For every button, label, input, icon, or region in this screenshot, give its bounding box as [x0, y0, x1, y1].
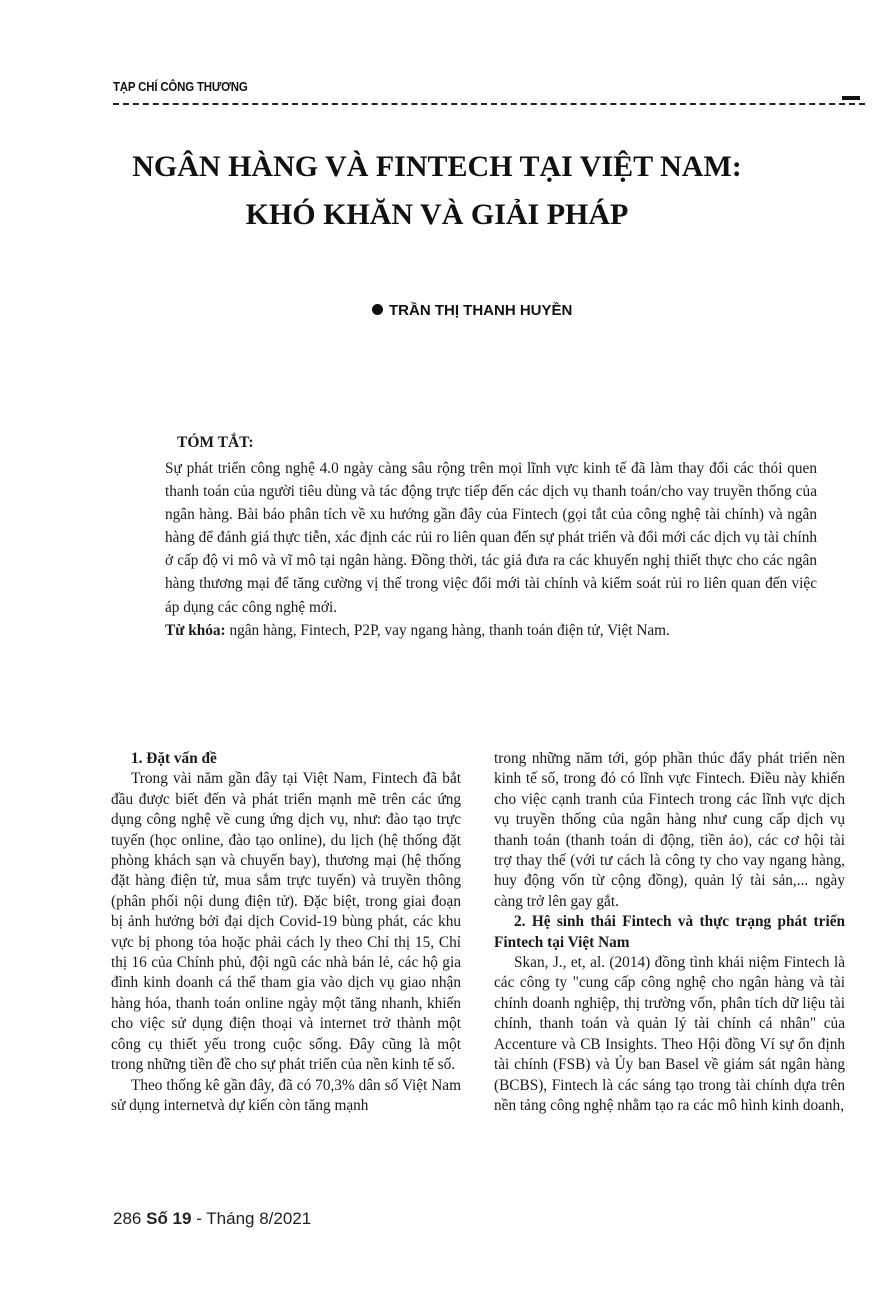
- keywords: [165, 619, 817, 642]
- keywords-text: ngân hàng, Fintech, P2P, vay ngang hàng, thanh toán điện tử, Việt Nam.: [225, 621, 670, 639]
- left-column: [111, 749, 461, 1116]
- abstract-body: Sự phát triển công nghệ 4.0 ngày càng sâu rộng trên mọi lĩnh vực kinh tế đã làm thay đổi các thói quen thanh toán của người tiêu dùng và tác động trực tiếp đến các dịch vụ thanh toán/cho vay truyền thống của ngân hàng. Bài báo phân tích về xu hướng gần đây của Fintech (gọi tắt của công nghệ tài chính) và ngân hàng để đánh giá thực tiễn, xác định các rủi ro liên quan đến sự phát triển và đổi mới các dịch vụ tài chính ở cấp độ vi mô và vĩ mô tại ngân hàng. Đồng thời, tác giả đưa ra các khuyến nghị thiết thực cho các ngân hàng thương mại để tăng cường vị thế trong việc đổi mới tài chính và kiểm soát rủi ro liên quan đến việc áp dụng các công nghệ mới.: [165, 460, 817, 616]
- keywords-label: Từ khóa:: [165, 621, 226, 639]
- section-1-paragraph-2: Theo thống kê gần đây, đã có 70,3% dân số Việt Nam sử dụng internetvà dự kiến còn tăng mạnh: [111, 1076, 461, 1114]
- section-2-title: 2. Hệ sinh thái Fintech và thực trạng phát triển Fintech tại Việt Nam: [494, 913, 845, 951]
- article-title-line2: KHÓ KHĂN VÀ GIẢI PHÁP: [245, 198, 629, 231]
- section-1-paragraph-2-continued: trong những năm tới, góp phần thúc đẩy phát triển nền kinh tế số, trong đó có lĩnh vực Fintech. Điều này khiến cho việc cạnh tranh của Fintech trong các lĩnh vực dịch vụ truyền thống của ngân hàng như cung cấp dịch vụ thanh toán (thanh toán di động, tiền ảo), các cơ hội tài trợ thay thế (với tư cách là công ty cho vay ngang hàng, huy động vốn từ cộng đồng), quản lý tài sản,... ngày càng trở lên gay gắt.: [494, 750, 845, 910]
- section-1-title: 1. Đặt vấn đề: [131, 750, 217, 767]
- article-title-line1: NGÂN HÀNG VÀ FINTECH TẠI VIỆT NAM:: [132, 150, 742, 183]
- author-byline: [372, 302, 572, 319]
- journal-name: TẠP CHÍ CÔNG THƯƠNG: [113, 79, 248, 94]
- header-rule: [113, 103, 865, 105]
- section-2-paragraph-1: Skan, J., et, al. (2014) đồng tình khái niệm Fintech là các công ty "cung cấp công nghệ cho ngân hàng và tài chính doanh nghiệp, thị trường vốn, phân tích dữ liệu tài chính, thanh toán và quản lý tài chính cá nhân" của Accenture và CB Insights. Theo Hội đồng Ví sự ổn định tài chính (FSB) và Ủy ban Basel về giám sát ngân hàng (BCBS), Fintech là các sáng tạo trong tài chính dựa trên nền tảng công nghệ nhằm tạo ra các mô hình kinh doanh,: [494, 954, 845, 1114]
- abstract-section: [165, 432, 817, 642]
- page-number: 286: [113, 1209, 142, 1228]
- author-name: TRẦN THỊ THANH HUYỀN: [389, 302, 573, 319]
- issue-number: Số 19: [146, 1209, 192, 1228]
- issue-date: - Tháng 8/2021: [191, 1209, 312, 1228]
- bullet-icon: [372, 304, 383, 315]
- page-footer: [113, 1209, 311, 1229]
- abstract-heading: TÓM TẮT:: [177, 434, 254, 451]
- header-rule-cap: [842, 96, 860, 100]
- article-title: [60, 143, 814, 239]
- section-1-paragraph-1: Trong vài năm gần đây tại Việt Nam, Fintech đã bắt đầu được biết đến và phát triển mạnh mẽ trên các ứng dụng công nghệ về cung ứng dịch vụ, như: đào tạo trực tuyến (học online, đào tạo online), du lịch (hệ thống đặt phòng khách sạn và chuyến bay), thương mại (hệ thống đặt hàng điện tử, mua sắm trực tuyến) và truyền thông (phân phối nội dung điện tử). Đặc biệt, trong giai đoạn bị ảnh hưởng bởi đại dịch Covid-19 bùng phát, các khu vực bị phong tỏa hoặc phải cách ly theo Chỉ thị 15, Chỉ thị 16 của Chính phủ, đội ngũ các nhà bán lẻ, các hộ gia đình kinh doanh cá thể tham gia vào dịch vụ giao nhận hàng hóa, thanh toán online ngày một tăng nhanh, khiến cho việc sử dụng điện thoại và internet trở thành một công cụ thiết yếu trong cuộc sống. Đây cũng là một trong những tiền đề cho sự phát triển của nền kinh tế số.: [111, 770, 461, 1074]
- right-column: [494, 749, 845, 1116]
